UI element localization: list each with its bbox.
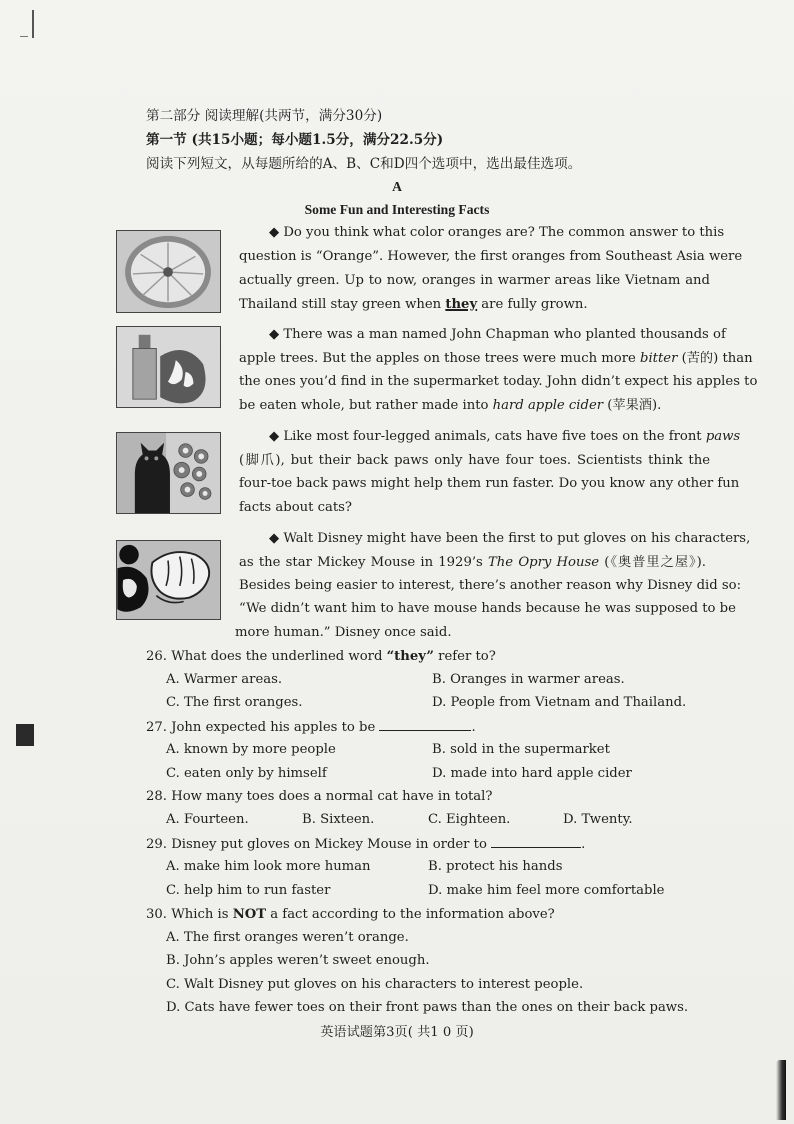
fact-1-line bbox=[269, 224, 725, 242]
fact-text: ◆ Like most four-legged animals, cats have five toes on the front bbox=[269, 429, 706, 444]
scan-edge-dash bbox=[20, 36, 28, 37]
fact-2-line bbox=[239, 350, 753, 368]
page-footer: 英语试题第3页( 共1 0 页) bbox=[320, 1025, 474, 1040]
question-text: How many toes does a normal cat have in total? bbox=[171, 789, 493, 804]
fact-text: are fully grown. bbox=[477, 297, 588, 312]
fact-text: apple trees. But the apples on those trees were much more bbox=[239, 351, 641, 366]
part-heading: 第二部分 阅读理解(共两节，满分30分) bbox=[146, 108, 383, 124]
fact-4-line bbox=[239, 600, 736, 618]
question-number: 26. bbox=[146, 649, 167, 664]
option-27-c[interactable]: C. eaten only by himself bbox=[166, 766, 327, 781]
option-28-b[interactable]: B. Sixteen. bbox=[302, 812, 375, 827]
question-text: John expected his apples to be bbox=[171, 720, 380, 735]
fact-3-line bbox=[239, 452, 710, 470]
instruction-text: 阅读下列短文，从每题所给的A、B、C和D四个选项中，选出最佳选项。 bbox=[146, 156, 582, 172]
question-text: Disney put gloves on Mickey Mouse in order to bbox=[171, 837, 492, 852]
scan-corner-shadow bbox=[776, 1060, 786, 1120]
fact-2-line bbox=[239, 373, 758, 391]
fact-text: as the star Mickey Mouse in 1929’s bbox=[239, 555, 489, 570]
fact-text: question is “Orange”. However, the first oranges from Southeast Asia were bbox=[239, 249, 743, 264]
apple-bottle-image bbox=[116, 326, 221, 408]
question-text: Which is bbox=[171, 907, 233, 922]
fact-text: (苹果酒). bbox=[603, 398, 662, 413]
option-26-c[interactable]: C. The first oranges. bbox=[166, 695, 303, 710]
black-cat-image bbox=[116, 432, 221, 514]
passage-title: Some Fun and Interesting Facts bbox=[304, 202, 490, 217]
mickey-glove-image bbox=[116, 540, 221, 620]
option-30-a[interactable]: A. The first oranges weren’t orange. bbox=[166, 930, 409, 945]
option-27-d[interactable]: D. made into hard apple cider bbox=[432, 766, 632, 781]
fact-text: actually green. Up to now, oranges in warmer areas like Vietnam and bbox=[239, 273, 710, 288]
fact-4-line bbox=[239, 577, 742, 595]
fact-2-line bbox=[239, 397, 661, 415]
question-text: What does the underlined word bbox=[171, 649, 387, 664]
fact-text: be eaten whole, but rather made into bbox=[239, 398, 493, 413]
question-26-stem bbox=[146, 648, 496, 666]
option-29-b[interactable]: B. protect his hands bbox=[428, 859, 563, 874]
option-28-c[interactable]: C. Eighteen. bbox=[428, 812, 511, 827]
section-heading: 第一节 (共15小题；每小题1.5分，满分22.5分) bbox=[146, 132, 444, 148]
option-30-c[interactable]: C. Walt Disney put gloves on his characters to interest people. bbox=[166, 977, 584, 992]
option-27-b[interactable]: B. sold in the supermarket bbox=[432, 742, 610, 757]
option-28-a[interactable]: A. Fourteen. bbox=[166, 812, 249, 827]
question-30-stem bbox=[146, 906, 555, 924]
option-29-c[interactable]: C. help him to run faster bbox=[166, 883, 331, 898]
fact-text: more human.” Disney once said. bbox=[235, 625, 452, 640]
fact-text: Thailand still stay green when bbox=[239, 297, 446, 312]
option-27-a[interactable]: A. known by more people bbox=[166, 742, 336, 757]
italic-term: paws bbox=[705, 429, 741, 444]
question-emphasis: NOT bbox=[232, 907, 267, 922]
fact-3-line bbox=[269, 428, 741, 446]
answer-blank bbox=[491, 835, 581, 848]
question-text: . bbox=[581, 837, 586, 852]
option-30-d[interactable]: D. Cats have fewer toes on their front paws than the ones on their back paws. bbox=[166, 1000, 689, 1015]
fact-2-line bbox=[269, 326, 726, 344]
fact-1-line bbox=[239, 296, 588, 314]
scan-edge-mark bbox=[32, 10, 34, 38]
fact-text: facts about cats? bbox=[239, 500, 353, 515]
question-text: refer to? bbox=[433, 649, 496, 664]
option-29-a[interactable]: A. make him look more human bbox=[166, 859, 371, 874]
question-number: 30. bbox=[146, 907, 167, 922]
fact-1-line bbox=[239, 272, 710, 290]
fact-1-line bbox=[239, 248, 743, 266]
option-26-a[interactable]: A. Warmer areas. bbox=[166, 672, 283, 687]
question-number: 27. bbox=[146, 720, 167, 735]
fact-3-line bbox=[239, 475, 740, 493]
question-29-stem bbox=[146, 835, 585, 854]
question-text: a fact according to the information above? bbox=[266, 907, 555, 922]
fact-3-line bbox=[239, 499, 352, 517]
question-text: . bbox=[471, 720, 476, 735]
option-28-d[interactable]: D. Twenty. bbox=[563, 812, 633, 827]
option-29-d[interactable]: D. make him feel more comfortable bbox=[428, 883, 665, 898]
fact-4-line bbox=[235, 624, 452, 642]
italic-term: The Opry House bbox=[488, 555, 600, 570]
fact-text: ◆ There was a man named John Chapman who planted thousands of bbox=[269, 327, 726, 342]
fact-text: ◆ Do you think what color oranges are? The common answer to this bbox=[269, 225, 725, 240]
fact-text: ◆ Walt Disney might have been the first to put gloves on his characters, bbox=[269, 531, 751, 546]
answer-blank bbox=[379, 718, 471, 731]
question-number: 28. bbox=[146, 789, 167, 804]
passage-letter: A bbox=[392, 179, 402, 194]
question-27-stem bbox=[146, 718, 476, 737]
fact-text: “We didn’t want him to have mouse hands because he was supposed to be bbox=[239, 601, 736, 616]
option-26-b[interactable]: B. Oranges in warmer areas. bbox=[432, 672, 625, 687]
italic-term: bitter bbox=[640, 351, 678, 366]
orange-slice-image bbox=[116, 230, 221, 313]
italic-term: hard apple cider bbox=[492, 398, 604, 413]
fact-text: (苦的) than bbox=[677, 351, 753, 366]
fact-text: the ones you’d find in the supermarket today. John didn’t expect his apples to bbox=[239, 374, 758, 389]
option-30-b[interactable]: B. John’s apples weren’t sweet enough. bbox=[166, 953, 430, 968]
question-emphasis: “they” bbox=[386, 649, 434, 664]
fact-4-line bbox=[239, 554, 706, 572]
question-number: 29. bbox=[146, 837, 167, 852]
fact-text: (《奥普里之屋》). bbox=[599, 555, 706, 570]
question-28-stem bbox=[146, 788, 492, 806]
fact-4-line bbox=[269, 530, 751, 548]
fact-text: (脚爪), but their back paws only have four toes. Scientists think the bbox=[239, 453, 710, 468]
fact-text: four-toe back paws might help them run faster. Do you know any other fun bbox=[239, 476, 740, 491]
scan-side-block bbox=[16, 724, 34, 746]
fact-text: Besides being easier to interest, there’s another reason why Disney did so: bbox=[239, 578, 742, 593]
underlined-word: they bbox=[445, 297, 478, 312]
option-26-d[interactable]: D. People from Vietnam and Thailand. bbox=[432, 695, 687, 710]
